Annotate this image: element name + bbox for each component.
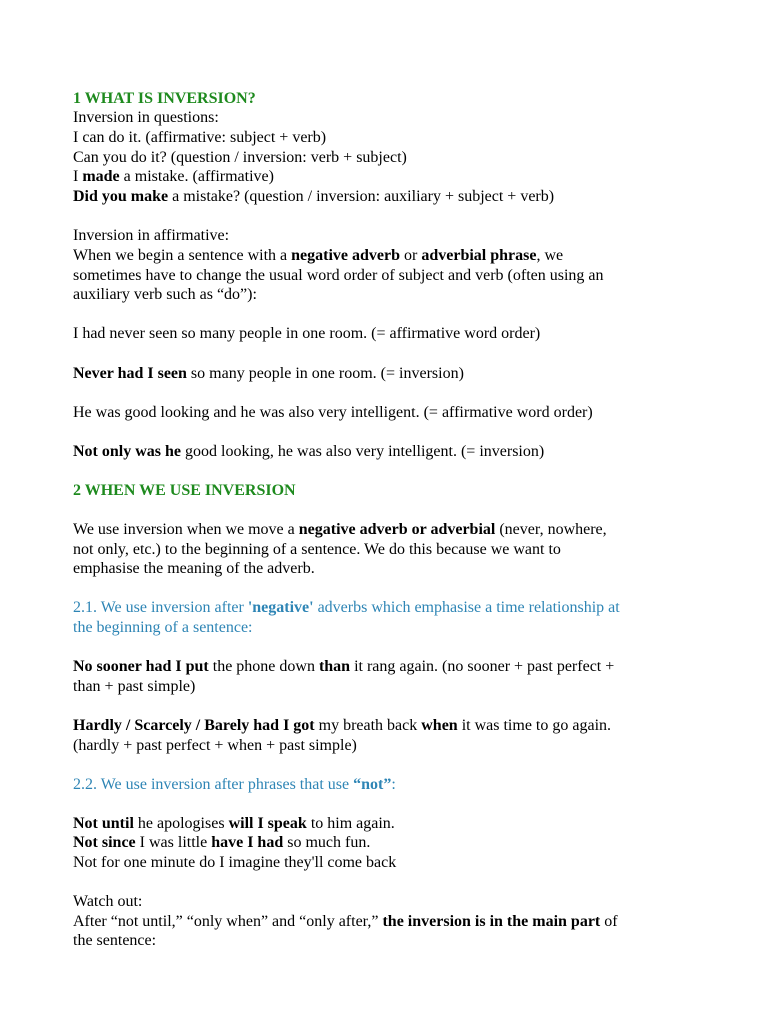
text: of	[600, 913, 618, 930]
question-example-1: I can do it. (affirmative: subject + verb)	[73, 129, 327, 146]
text: so many people in one room. (= inversion)	[186, 365, 464, 382]
text: so much fun.	[283, 834, 371, 851]
example-hardly-line-2: (hardly + past perfect + when + past simple)	[73, 737, 357, 754]
text: to him again.	[306, 815, 395, 832]
bold-text: 'negative'	[247, 599, 314, 616]
bold-text: negative adverb	[291, 247, 401, 264]
bold-text: the inversion is in the main part	[382, 913, 601, 930]
text: 2.2. We use inversion after phrases that use	[73, 776, 354, 793]
bold-text: have I had	[211, 834, 284, 851]
text: After “not until,” “only when” and “only after,”	[73, 913, 383, 930]
section-1-heading: 1 WHAT IS INVERSION?	[73, 90, 256, 107]
bold-text: made	[82, 168, 120, 185]
bold-text: Not until	[73, 815, 134, 832]
watch-out-line-2: the sentence:	[73, 932, 157, 949]
text: adverbs which emphasise a time relationship at	[313, 599, 620, 616]
watch-out-label: Watch out:	[73, 893, 143, 910]
bold-text: will I speak	[228, 815, 307, 832]
bold-text: “not”	[353, 776, 392, 793]
example-not-for-one-minute: Not for one minute do I imagine they'll come back	[73, 854, 397, 871]
bold-text: than	[318, 658, 351, 675]
affirmative-paragraph-line-1	[73, 246, 563, 265]
example-no-sooner-line-1	[73, 657, 614, 676]
affirmative-paragraph-line-2: sometimes have to change the usual word order of subject and verb (often using an	[73, 267, 604, 284]
bold-text: No sooner had I put	[73, 658, 209, 675]
text: I	[73, 168, 83, 185]
text: We use inversion when we move a	[73, 521, 299, 538]
example-inversion-1	[73, 364, 464, 383]
questions-intro: Inversion in questions:	[73, 109, 219, 126]
question-example-2: Can you do it? (question / inversion: verb + subject)	[73, 149, 407, 166]
example-hardly-line-1	[73, 716, 611, 735]
bold-text: Never had I seen	[73, 365, 187, 382]
text: it was time to go again.	[457, 717, 612, 734]
text: he apologises	[133, 815, 229, 832]
watch-out-line-1	[73, 912, 618, 931]
subheading-2-2	[73, 775, 396, 794]
bold-text: adverbial phrase	[421, 247, 537, 264]
usage-paragraph-line-3: emphasise the meaning of the adverb.	[73, 560, 315, 577]
bold-text: Did you make	[73, 188, 169, 205]
text: I was little	[135, 834, 212, 851]
text: good looking, he was also very intelligent. (= inversion)	[181, 443, 545, 460]
example-affirmative-2: He was good looking and he was also very intelligent. (= affirmative word order)	[73, 404, 593, 421]
text: or	[400, 247, 422, 264]
bold-text: Not only was he	[73, 443, 182, 460]
text: a mistake? (question / inversion: auxiliary + subject + verb)	[168, 188, 555, 205]
bold-text: Not since	[73, 834, 136, 851]
text: :	[391, 776, 396, 793]
text: my breath back	[314, 717, 422, 734]
example-not-since	[73, 833, 370, 852]
section-2-heading: 2 WHEN WE USE INVERSION	[73, 482, 296, 499]
text: a mistake. (affirmative)	[119, 168, 274, 185]
example-inversion-2	[73, 442, 544, 461]
example-affirmative-1: I had never seen so many people in one room. (= affirmative word order)	[73, 325, 541, 342]
bold-text: Hardly / Scarcely / Barely had I got	[73, 717, 315, 734]
text: it rang again. (no sooner + past perfect +	[350, 658, 615, 675]
usage-paragraph-line-2: not only, etc.) to the beginning of a sentence. We do this because we want to	[73, 541, 561, 558]
text: When we begin a sentence with a	[73, 247, 292, 264]
subheading-2-1-line-1	[73, 598, 620, 617]
affirmative-intro: Inversion in affirmative:	[73, 227, 230, 244]
text: 2.1. We use inversion after	[73, 599, 248, 616]
example-no-sooner-line-2: than + past simple)	[73, 678, 196, 695]
text: the phone down	[208, 658, 319, 675]
text: (never, nowhere,	[495, 521, 607, 538]
bold-text: negative adverb or adverbial	[298, 521, 496, 538]
affirmative-paragraph-line-3: auxiliary verb such as “do”):	[73, 286, 257, 303]
question-example-3	[73, 167, 274, 186]
subheading-2-1-line-2: the beginning of a sentence:	[73, 619, 253, 636]
usage-paragraph-line-1	[73, 520, 607, 539]
question-example-4	[73, 187, 554, 206]
text: , we	[536, 247, 564, 264]
bold-text: when	[421, 717, 458, 734]
example-not-until	[73, 814, 395, 833]
